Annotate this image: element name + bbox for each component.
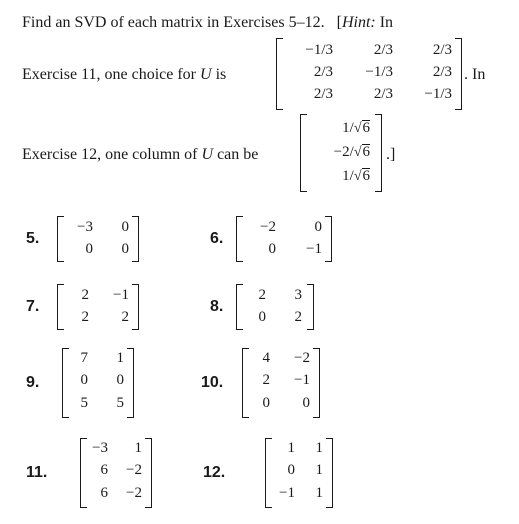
matrix-cell: 1 [315,462,323,478]
right-bracket [455,38,462,110]
matrix-cell: 2 [294,309,302,325]
u-cell: −1/3 [424,86,452,102]
matrix-cell: 0 [85,241,93,257]
right-bracket [127,348,134,418]
right-bracket [132,284,139,330]
hint-label: Hint: [341,14,376,31]
matrix-cell: 4 [262,350,270,366]
exercise-5-matrix [57,216,139,262]
u-cell: −1/3 [365,64,393,80]
matrix-cell: 5 [80,395,88,411]
right-bracket [375,114,382,192]
column-cell: −2/√6 [333,144,370,160]
matrix-cell: 0 [80,372,88,388]
left-bracket [57,284,64,330]
matrix-cell: 2 [258,287,266,303]
exercise-number: 8. [210,298,224,315]
left-bracket [276,38,283,110]
right-bracket [326,438,333,508]
line2-text: Exercise 11, one choice for [22,66,196,83]
right-bracket [307,284,314,330]
left-bracket [242,348,249,418]
u-cell: 2/3 [373,42,393,58]
intro-text: Find an SVD of each matrix in Exercises 5–12. [22,14,325,31]
line2-var-u: U [200,66,212,83]
column-cell: 1/√6 [342,168,370,184]
matrix-cell: 6 [100,485,108,501]
matrix-cell: 1 [315,485,323,501]
left-bracket [62,348,69,418]
hint-column-vector [300,114,382,192]
matrix-cell: 7 [80,350,88,366]
matrix-cell: 1 [116,350,124,366]
matrix-cell: 2 [81,309,89,325]
exercise-number: 9. [26,374,40,391]
u-cell: 2/3 [373,86,393,102]
matrix-cell: −3 [92,440,108,456]
column-cell: 1/√6 [342,120,370,136]
exercise-7-matrix [57,284,139,330]
line3-can-be: can be [217,146,259,163]
right-bracket [132,216,139,262]
matrix-cell: −2 [294,350,310,366]
exercise-9-matrix [62,348,134,418]
hint-in: In [379,14,394,31]
matrix-cell: 1 [134,440,142,456]
matrix-cell: 5 [116,395,124,411]
left-bracket [265,438,272,508]
left-bracket [236,216,243,262]
matrix-cell: 2 [121,309,129,325]
matrix-cell: 1 [287,440,295,456]
matrix-cell: 0 [302,395,310,411]
matrix-cell: 2 [81,287,89,303]
matrix-cell: 6 [100,462,108,478]
exercise-number: 10. [201,374,224,391]
line2-is: is [215,66,227,83]
right-bracket [325,216,332,262]
left-bracket [57,216,64,262]
line3-var-u: U [201,146,214,163]
exercise-6-matrix [236,216,332,262]
intro-line-1 [22,14,393,32]
matrix-cell: 0 [116,372,124,388]
matrix-cell: 0 [258,309,266,325]
matrix-cell: 0 [121,219,129,235]
u-cell: 2/3 [432,64,452,80]
matrix-cell: −1 [113,287,129,303]
right-bracket [313,348,320,418]
exercise-number: 6. [210,230,224,247]
matrix-cell: 2 [262,372,270,388]
matrix-cell: 1 [315,440,323,456]
line2-after: . In [464,66,486,83]
right-bracket [145,438,152,508]
line3-text: Exercise 12, one column of [22,146,198,163]
exercise-number: 5. [26,230,40,247]
exercise-number: 7. [26,298,40,315]
exercise-number: 12. [203,464,226,481]
matrix-cell: 0 [268,241,276,257]
matrix-cell: −1 [306,241,322,257]
u-cell: 2/3 [432,42,452,58]
u-cell: −1/3 [305,42,333,58]
left-bracket [236,284,243,330]
intro-line-2 [22,66,226,84]
u-cell: 2/3 [313,64,333,80]
exercise-10-matrix [242,348,320,418]
matrix-cell: 0 [314,219,322,235]
left-bracket [80,438,87,508]
matrix-cell: 0 [262,395,270,411]
line3-after: .] [386,146,396,163]
matrix-cell: −2 [126,462,142,478]
matrix-cell: 3 [294,287,302,303]
exercise-12-matrix [265,438,333,508]
hint-matrix-u [276,38,462,110]
hint-bracket: [ [336,14,342,31]
exercise-number: 11. [26,464,48,481]
exercise-8-matrix [236,284,314,330]
matrix-cell: −2 [126,485,142,501]
left-bracket [300,114,307,192]
u-cell: 2/3 [313,86,333,102]
matrix-cell: −3 [77,219,93,235]
matrix-cell: 0 [121,241,129,257]
matrix-cell: −1 [279,485,295,501]
matrix-cell: −2 [260,219,276,235]
exercise-11-matrix [80,438,152,508]
intro-line-3 [22,146,258,164]
matrix-cell: 0 [287,462,295,478]
matrix-cell: −1 [294,372,310,388]
